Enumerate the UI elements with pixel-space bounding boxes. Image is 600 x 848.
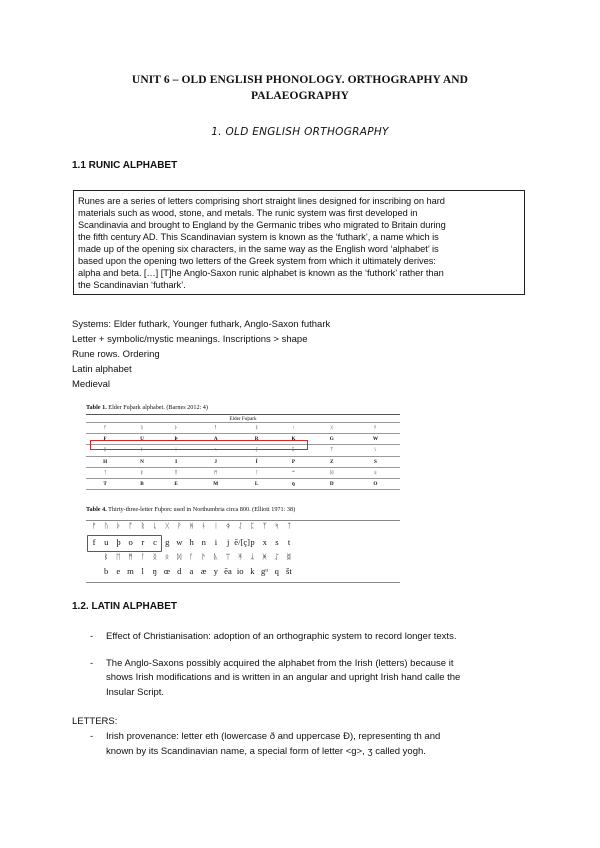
rune-cell: ᛚ bbox=[239, 467, 274, 478]
quote-line: the Scandinavian ‘futhark’. bbox=[78, 280, 186, 290]
futhorc-letter: l bbox=[141, 566, 144, 576]
rune-cell: ᚨ bbox=[193, 423, 239, 434]
futhorc-letter: m bbox=[127, 566, 134, 576]
futhorc-letter: æ bbox=[200, 566, 207, 576]
letter-cell: H bbox=[86, 456, 124, 467]
rune-cell: ᚹ bbox=[351, 423, 400, 434]
rune-cell: ᛒ bbox=[124, 467, 159, 478]
note-line: Systems: Elder futhark, Younger futhark, Anglo-Saxon futhark bbox=[72, 319, 331, 330]
quote-line: Runes are a series of letters comprising short straight lines designed for inscribing on hard bbox=[78, 196, 445, 206]
table-row bbox=[86, 478, 400, 489]
futhorc-rune: ᚪ bbox=[189, 553, 194, 561]
futhorc-rune: ᛝ bbox=[152, 553, 157, 561]
futhorc-rune: ᚳ bbox=[152, 522, 158, 530]
futhorc-letter: d bbox=[177, 566, 182, 576]
futhorc-rune: ᛟ bbox=[164, 553, 170, 561]
list-item bbox=[90, 730, 530, 759]
futhorc-letter: x bbox=[262, 537, 267, 547]
bullet-dash: - bbox=[90, 631, 94, 642]
rune-cell: ᚠ bbox=[86, 423, 124, 434]
futhorc-rune: ᚾ bbox=[201, 522, 206, 530]
futhorc-letter: f bbox=[92, 537, 96, 547]
futhorc-rune: ᚦ bbox=[116, 522, 121, 530]
futhorc-letter: þ bbox=[116, 537, 121, 547]
futhorc-letter: h bbox=[189, 537, 194, 547]
rune-cell: ᚦ bbox=[160, 423, 193, 434]
rune-cell: ᚢ bbox=[124, 423, 159, 434]
futhorc-letter: p bbox=[250, 537, 255, 547]
futhorc-rune: ᚹ bbox=[177, 522, 182, 530]
futhorc-rune: ᛄ bbox=[226, 522, 231, 530]
letter-cell: ŋ bbox=[274, 478, 312, 489]
futhorc-letter: j bbox=[226, 537, 230, 547]
letter-cell: Ï bbox=[239, 456, 274, 467]
quote-line: made up of the opening six characters, in the same way as the English word ‘alphabet’ is bbox=[78, 244, 439, 254]
list-item bbox=[90, 630, 530, 645]
futhorc-rune: ᛠ bbox=[225, 553, 231, 561]
quote-line: Scandinavia and brought to England by the Germanic tribes who migrated to Britain during bbox=[78, 220, 446, 230]
rune-cell: ᛏ bbox=[86, 467, 124, 478]
letter-cell: P bbox=[274, 456, 312, 467]
table4-caption-label: Table 4. bbox=[86, 506, 107, 513]
rune-cell: ᚲ bbox=[274, 423, 312, 434]
highlight-box-futhorc bbox=[87, 535, 162, 552]
table-row bbox=[86, 467, 400, 478]
quote-line: the fifth century AD. This Scandinavian system is known as the ‘futhark’, a name which is bbox=[78, 232, 439, 242]
note-line: Medieval bbox=[72, 379, 111, 390]
note-line: Rune rows. Ordering bbox=[72, 349, 160, 360]
quote-box bbox=[73, 190, 525, 295]
runic-notes bbox=[72, 317, 330, 392]
quote-line: based upon the opening two letters of the Greek system from which it ultimately derives: bbox=[78, 256, 436, 266]
letters-label: LETTERS: bbox=[72, 716, 118, 727]
list-item bbox=[90, 657, 530, 701]
section-title: 1. OLD ENGLISH ORTHOGRAPHY bbox=[211, 126, 389, 138]
letter-cell: B bbox=[124, 478, 159, 489]
letter-cell: A bbox=[193, 434, 239, 445]
futhorc-rune: ᚢ bbox=[104, 522, 109, 530]
letter-cell: R bbox=[239, 434, 274, 445]
futhorc-letter: w bbox=[176, 537, 183, 547]
rune-cell: ᛖ bbox=[160, 467, 193, 478]
rune-cell: ᚷ bbox=[313, 423, 351, 434]
futhorc-letter: k bbox=[250, 566, 255, 576]
futhorc-letter: št bbox=[286, 566, 292, 576]
letters-bullet-list bbox=[90, 730, 530, 759]
letter-cell: F bbox=[86, 434, 124, 445]
list-item-line: The Anglo-Saxons possibly acquired the alphabet from the Irish (letters) because it bbox=[106, 657, 454, 669]
futhorc-rune: ᛖ bbox=[116, 553, 121, 561]
latin-alphabet-heading: 1.2. LATIN ALPHABET bbox=[72, 601, 178, 612]
rune-cell: ᚺ bbox=[86, 445, 124, 456]
rune-cell: ᛉ bbox=[313, 445, 351, 456]
futhorc-rune: ᛇ bbox=[238, 522, 243, 530]
futhorc-letter: gᵘ bbox=[260, 566, 269, 576]
futhorc-rune: ᛁ bbox=[213, 522, 219, 530]
letter-cell: N bbox=[124, 456, 159, 467]
futhorc-rune: ᚫ bbox=[201, 553, 206, 561]
rune-cell: ᛗ bbox=[193, 467, 239, 478]
table1-caption-text: Elder Fuþark alphabet. (Barnes 2012: 4) bbox=[106, 404, 208, 411]
elder-futhark-table bbox=[86, 414, 400, 490]
list-item-line: Insular Script. bbox=[106, 686, 165, 698]
quote-line: alpha and beta. […] [T]he Anglo-Saxon runic alphabet is known as the ‘futhork’ rather than bbox=[78, 268, 444, 278]
list-item-line: Effect of Christianisation: adoption of an orthographic system to record longer texts. bbox=[106, 631, 457, 642]
unit-title-line1: UNIT 6 – OLD ENGLISH PHONOLOGY. ORTHOGRAPHY AND bbox=[131, 74, 469, 86]
futhorc-rule bbox=[86, 582, 400, 583]
table4-caption-text: Thirty-three-letter Fuþorc used in Northumbria circa 800. (Elliott 1971: 38) bbox=[106, 506, 296, 513]
elder-futhark-header: Elder Fuþark bbox=[86, 415, 400, 423]
futhorc-letter: ē/[ç] bbox=[234, 537, 250, 547]
latin-bullet-list bbox=[90, 630, 530, 700]
futhorc-letter: y bbox=[213, 566, 218, 576]
list-item-line: known by its Scandinavian name, a special form of letter <g>, ʒ called yogh. bbox=[106, 745, 426, 757]
unit-title bbox=[90, 72, 510, 104]
futhorc-letter: b bbox=[103, 566, 109, 576]
highlight-box-futhark bbox=[90, 440, 308, 450]
futhorc-latin-row bbox=[100, 566, 295, 576]
letter-cell: K bbox=[274, 434, 312, 445]
letter-cell: G bbox=[313, 434, 351, 445]
futhorc-rune: ᚩ bbox=[128, 522, 133, 530]
futhorc-rune: ᛥ bbox=[286, 553, 291, 561]
futhorc-rune: ᛋ bbox=[274, 522, 279, 530]
letter-cell: E bbox=[160, 478, 193, 489]
futhorc-rune-row bbox=[100, 553, 295, 561]
table1-caption-label: Table 1. bbox=[86, 404, 107, 411]
futhorc-rune-row bbox=[88, 522, 295, 530]
futhorc-rune: ᛞ bbox=[177, 553, 182, 561]
rune-cell: ᛃ bbox=[193, 445, 239, 456]
rune-cell: ᛈ bbox=[274, 445, 312, 456]
rune-cell: ᚾ bbox=[124, 445, 159, 456]
futhorc-rune: ᚷ bbox=[165, 522, 170, 530]
list-item-line: shows Irish modifications and is written in an angular and upright Irish hand calle the bbox=[106, 672, 461, 683]
letter-cell: Þ bbox=[160, 434, 193, 445]
futhorc-letter: ŋ bbox=[152, 566, 157, 576]
futhorc-rune: ᛢ bbox=[274, 553, 279, 561]
table-row bbox=[86, 423, 400, 434]
letter-cell: O bbox=[351, 478, 400, 489]
letter-cell: I bbox=[160, 456, 193, 467]
futhorc-rune: ᛣ bbox=[250, 553, 255, 561]
futhorc-letter: œ bbox=[163, 566, 171, 576]
letter-cell: U bbox=[124, 434, 159, 445]
futhorc-rune: ᛚ bbox=[140, 553, 145, 561]
futhorc-letter: g bbox=[165, 537, 170, 547]
letter-cell: W bbox=[351, 434, 400, 445]
letter-cell: J bbox=[193, 456, 239, 467]
runic-tables-figure bbox=[86, 404, 401, 584]
table4-caption bbox=[86, 506, 295, 513]
rune-cell: ᛞ bbox=[313, 467, 351, 478]
futhorc-letter: t bbox=[287, 537, 291, 547]
bullet-dash: - bbox=[90, 731, 94, 742]
futhorc-rune: ᚠ bbox=[91, 522, 97, 530]
rune-cell: ᛟ bbox=[351, 467, 400, 478]
futhorc-letter: q bbox=[274, 566, 279, 576]
futhorc-letter: io bbox=[236, 566, 244, 576]
futhorc-rune: ᛏ bbox=[286, 522, 292, 530]
futhorc-letter: o bbox=[128, 537, 133, 547]
futhorc-letter: s bbox=[275, 537, 279, 547]
futhorc-letter: e bbox=[116, 566, 121, 576]
futhorc-rune: ᛒ bbox=[103, 553, 109, 561]
futhorc-rule bbox=[86, 520, 400, 521]
futhorc-rune: ᛈ bbox=[250, 522, 255, 530]
futhorc-rune: ᚱ bbox=[140, 522, 145, 530]
futhorc-rune: ᛡ bbox=[238, 553, 243, 561]
table-row bbox=[86, 456, 400, 467]
quote-line: materials such as wood, stone, and metals. The runic system was first developed in bbox=[78, 208, 418, 218]
futhorc-letter: i bbox=[214, 537, 218, 547]
letter-cell: L bbox=[239, 478, 274, 489]
rune-cell: ᛜ bbox=[274, 467, 312, 478]
futhorc-letter: c bbox=[153, 537, 157, 547]
letter-cell: S bbox=[351, 456, 400, 467]
list-item-line: Irish provenance: letter eth (lowercase ð and uppercase Ð), representing th and bbox=[106, 731, 441, 742]
futhorc-letter: r bbox=[141, 537, 145, 547]
futhorc-rune: ᚸ bbox=[262, 553, 267, 561]
futhorc-letter: ēa bbox=[224, 566, 232, 576]
futhorc-letter: u bbox=[104, 537, 109, 547]
rune-cell: ᛁ bbox=[160, 445, 193, 456]
letter-cell: M bbox=[193, 478, 239, 489]
rune-cell: ᛊ bbox=[351, 445, 400, 456]
rune-cell: ᛇ bbox=[239, 445, 274, 456]
bullet-dash: - bbox=[90, 657, 94, 669]
table1-caption bbox=[86, 404, 208, 411]
futhorc-rune: ᚣ bbox=[213, 553, 218, 561]
rune-cell: ᚱ bbox=[239, 423, 274, 434]
runic-alphabet-heading: 1.1 RUNIC ALPHABET bbox=[72, 160, 178, 171]
unit-title-line2: PALAEOGRAPHY bbox=[250, 90, 350, 102]
futhorc-rune: ᚻ bbox=[189, 522, 194, 530]
futhorc-rune: ᛉ bbox=[262, 522, 267, 530]
note-line: Latin alphabet bbox=[72, 364, 132, 375]
letter-cell: D bbox=[313, 478, 351, 489]
futhorc-letter: a bbox=[189, 566, 194, 576]
letter-cell: Z bbox=[313, 456, 351, 467]
futhorc-rune: ᛗ bbox=[128, 553, 133, 561]
futhorc-letter: n bbox=[201, 537, 206, 547]
letter-cell: T bbox=[86, 478, 124, 489]
note-line: Letter + symbolic/mystic meanings. Inscriptions > shape bbox=[72, 334, 308, 345]
